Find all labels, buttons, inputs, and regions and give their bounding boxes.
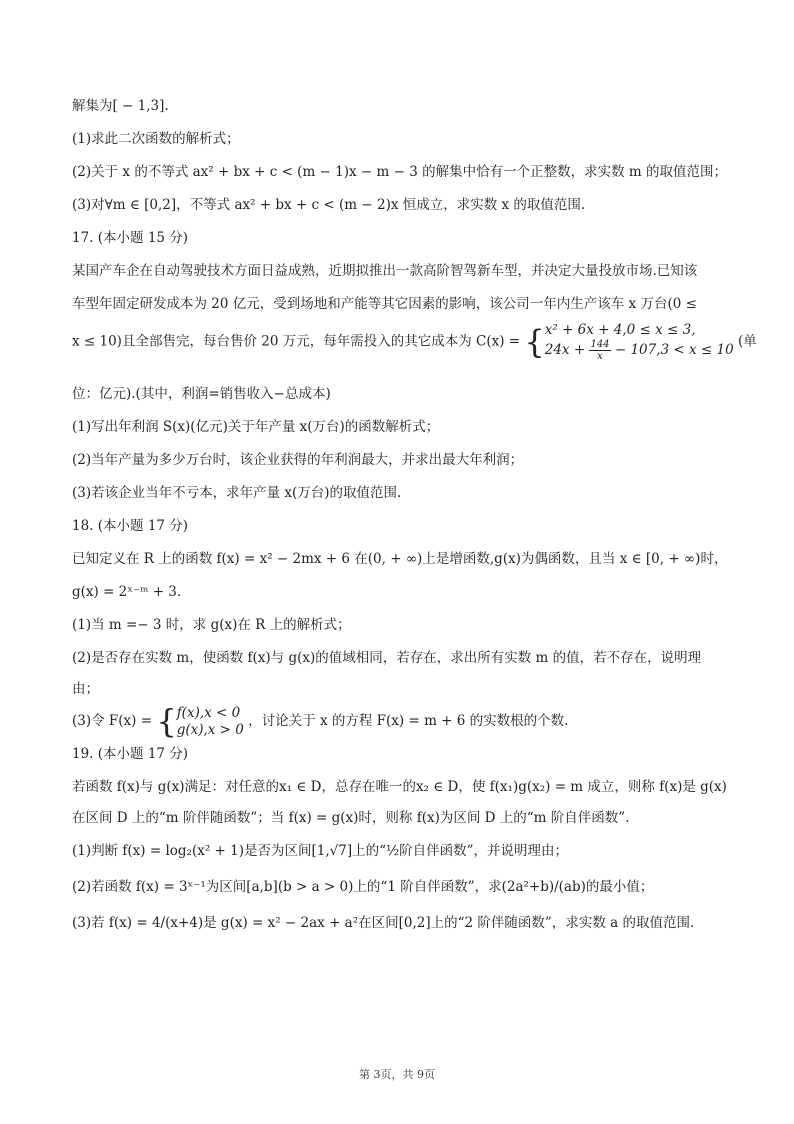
text-line: (2)关于 x 的不等式 ax² + bx + c < (m − 1)x − m − 3 的解集中恰有一个正整数，求实数 m 的取值范围；: [72, 164, 727, 180]
text-line: (3)对∀m ∈ [0,2]，不等式 ax² + bx + c < (m − 2)x 恒成立，求实数 x 的取值范围.: [72, 197, 586, 213]
text-line: 位：亿元).(其中，利润=销售收入−总成本): [72, 386, 331, 402]
question-heading: 17. (本小题 15 分): [72, 230, 189, 246]
text-line: (1)求此二次函数的解析式；: [72, 131, 240, 147]
fraction-numerator: 144: [590, 339, 610, 350]
question-heading: 18. (本小题 17 分): [72, 518, 189, 534]
text-line: 由；: [72, 681, 99, 697]
fraction-denominator: x: [597, 351, 603, 362]
text-line: 已知定义在 R 上的函数 f(x) = x² − 2mx + 6 在(0, + ∞)上是增函数,g(x)为偶函数，且当 x ∈ [0, + ∞)时，: [72, 551, 728, 567]
text-line: (3)若 f(x) = 4/(x+4)是 g(x) = x² − 2ax + a²在区间[0,2]上的“2 阶伴随函数”，求实数 a 的取值范围.: [72, 915, 695, 931]
brace-symbol: {: [524, 323, 545, 361]
text-segment: (单: [737, 333, 757, 350]
case-1: f(x),x < 0: [176, 704, 241, 721]
text-line: (2)当年产量为多少万台时，该企业获得的年利润最大，并求出最大年利润；: [72, 452, 524, 468]
piecewise-cases: [177, 705, 244, 739]
text-line: 在区间 D 上的“m 阶伴随函数”；当 f(x) = g(x)时，则称 f(x)为区间 D 上的“m 阶自伴函数”.: [72, 810, 630, 826]
piecewise-line: [72, 704, 568, 739]
text-line: 某国产车企在自动驾驶技术方面日益成熟，近期拟推出一款高阶智驾新车型，并决定大量投放市场.已知该: [72, 263, 698, 279]
piecewise-line: [72, 322, 757, 362]
fraction: [589, 339, 610, 362]
case-1: x² + 6x + 4,0 ≤ x ≤ 3,: [544, 322, 696, 338]
text-line: (1)写出年利润 S(x)(亿元)关于年产量 x(万台)的函数解析式；: [72, 419, 440, 435]
case-2-post: − 107,3 < x ≤ 10: [614, 342, 734, 358]
text-line: (2)若函数 f(x) = 3ˣ⁻¹为区间[a,b](b > a > 0)上的“1 阶自伴函数”，求(2a²+b)/(ab)的最小值；: [72, 879, 654, 895]
text-line: (1)判断 f(x) = log₂(x² + 1)是否为区间[1,√7]上的“½阶自伴函数”，并说明理由；: [72, 843, 568, 859]
case-2-pre: 24x +: [544, 342, 586, 358]
text-segment: ，讨论关于 x 的方程 F(x) = m + 6 的实数根的个数.: [248, 713, 569, 729]
text-line: 解集为[ − 1,3].: [72, 98, 169, 114]
piecewise-cases: [545, 322, 734, 362]
text-line: g(x) = 2ˣ⁻ᵐ + 3.: [72, 584, 182, 600]
text-segment: x ≤ 10)且全部售完，每台售价 20 万元，每年需投入的其它成本为 C(x) =: [72, 333, 521, 350]
text-line: (3)若该企业当年不亏本，求年产量 x(万台)的取值范围.: [72, 485, 402, 501]
text-line: 车型年固定研发成本为 20 亿元，受到场地和产能等其它因素的影响，该公司一年内生产该车 x 万台(0 ≤: [72, 296, 697, 312]
text-segment: (3)令 F(x) =: [72, 713, 153, 729]
brace-symbol: {: [156, 702, 177, 741]
question-heading: 19. (本小题 17 分): [72, 746, 189, 762]
page-footer: 第 3页，共 9页: [359, 1068, 435, 1081]
text-line: (2)是否存在实数 m，使函数 f(x)与 g(x)的值域相同，若存在，求出所有实数 m 的值，若不存在，说明理: [72, 650, 702, 666]
case-2: g(x),x > 0: [176, 721, 244, 738]
text-line: (1)当 m =− 3 时，求 g(x)在 R 上的解析式；: [72, 617, 351, 633]
text-line: 若函数 f(x)与 g(x)满足：对任意的x₁ ∈ D，总存在唯一的x₂ ∈ D，使 f(x₁)g(x₂) = m 成立，则称 f(x)是 g(x): [72, 779, 727, 795]
